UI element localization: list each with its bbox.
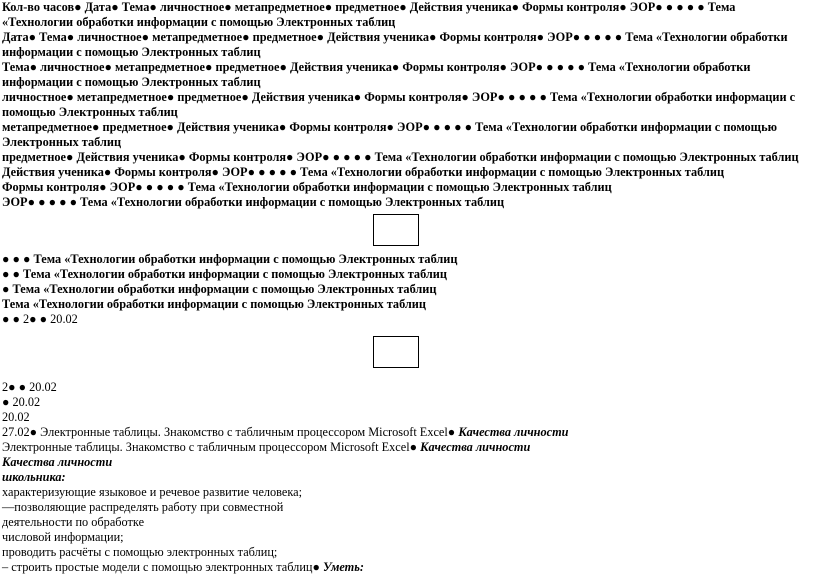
body-line bbox=[2, 560, 808, 575]
empty-image-placeholder bbox=[373, 214, 419, 246]
header-line: предметное● Действия ученика● Формы контроля● ЭОР● ● ● ● ● Тема «Технологии обработки информации с помощью Электронных таблиц bbox=[2, 150, 799, 164]
header-line: личностное● метапредметное● предметное● Действия ученика● Формы контроля● ЭОР● ● ● ● ● Тема «Технологии обработки информации с помощью Электронных таблиц bbox=[2, 90, 796, 119]
header-block bbox=[2, 0, 808, 210]
qualities-heading: Качества личности bbox=[2, 455, 113, 469]
document-page bbox=[2, 0, 808, 575]
date-line: ● 20.02 bbox=[2, 395, 41, 409]
student-heading: школьника: bbox=[2, 470, 66, 484]
date-line: ● ● 2● ● 20.02 bbox=[2, 312, 78, 326]
empty-image-placeholder bbox=[373, 336, 419, 368]
skills-label: Уметь: bbox=[323, 560, 364, 574]
header-line: ЭОР● ● ● ● ● Тема «Технологии обработки информации с помощью Электронных таблиц bbox=[2, 195, 505, 209]
header-line: Дата● Тема● личностное● метапредметное● предметное● Действия ученика● Формы контроля● ЭОР● ● ● ● ● Тема «Технологии обработки информации с помощью Электронных таблиц bbox=[2, 30, 788, 59]
lesson-line bbox=[2, 440, 808, 455]
body-line: деятельности по обработке bbox=[2, 515, 145, 529]
topic-line: ● Тема «Технологии обработки информации с помощью Электронных таблиц bbox=[2, 282, 437, 296]
date-line: 2● ● 20.02 bbox=[2, 380, 57, 394]
body-text: – строить простые модели с помощью электронных таблиц● bbox=[2, 560, 323, 574]
date-block bbox=[2, 380, 808, 425]
lesson-line bbox=[2, 425, 808, 440]
lesson-text: Электронные таблицы. Знакомство с табличным процессором Microsoft Excel● bbox=[2, 440, 421, 454]
topic-line: ● ● ● Тема «Технологии обработки информации с помощью Электронных таблиц bbox=[2, 252, 458, 266]
header-line: Кол-во часов● Дата● Тема● личностное● метапредметное● предметное● Действия ученика● Формы контроля● ЭОР● ● ● ● ● Тема «Технологии обработки информации с помощью Электронных таблиц bbox=[2, 0, 736, 29]
lesson-block bbox=[2, 425, 808, 575]
body-line: —позволяющие распределять работу при совместной bbox=[2, 500, 284, 514]
lesson-text: 27.02● Электронные таблицы. Знакомство с табличным процессором Microsoft Excel● bbox=[2, 425, 459, 439]
header-line: Тема● личностное● метапредметное● предметное● Действия ученика● Формы контроля● ЭОР● ● ● ● ● Тема «Технологии обработки информации с помощью Электронных таблиц bbox=[2, 60, 751, 89]
body-line: числовой информации; bbox=[2, 530, 124, 544]
header-line: Формы контроля● ЭОР● ● ● ● ● Тема «Технологии обработки информации с помощью Электронных таблиц bbox=[2, 180, 612, 194]
header-line: Действия ученика● Формы контроля● ЭОР● ● ● ● ● Тема «Технологии обработки информации с помощью Электронных таблиц bbox=[2, 165, 725, 179]
topic-line: Тема «Технологии обработки информации с помощью Электронных таблиц bbox=[2, 297, 426, 311]
body-line: проводить расчёты с помощью электронных таблиц; bbox=[2, 545, 278, 559]
date-line: 20.02 bbox=[2, 410, 30, 424]
header-line: метапредметное● предметное● Действия ученика● Формы контроля● ЭОР● ● ● ● ● Тема «Технологии обработки информации с помощью Электронных таблиц bbox=[2, 120, 777, 149]
qualities-label: Качества личности bbox=[458, 425, 569, 439]
topic-block bbox=[2, 252, 808, 327]
body-line: характеризующие языковое и речевое развитие человека; bbox=[2, 485, 303, 499]
topic-line: ● ● Тема «Технологии обработки информации с помощью Электронных таблиц bbox=[2, 267, 447, 281]
qualities-label: Качества личности bbox=[420, 440, 531, 454]
